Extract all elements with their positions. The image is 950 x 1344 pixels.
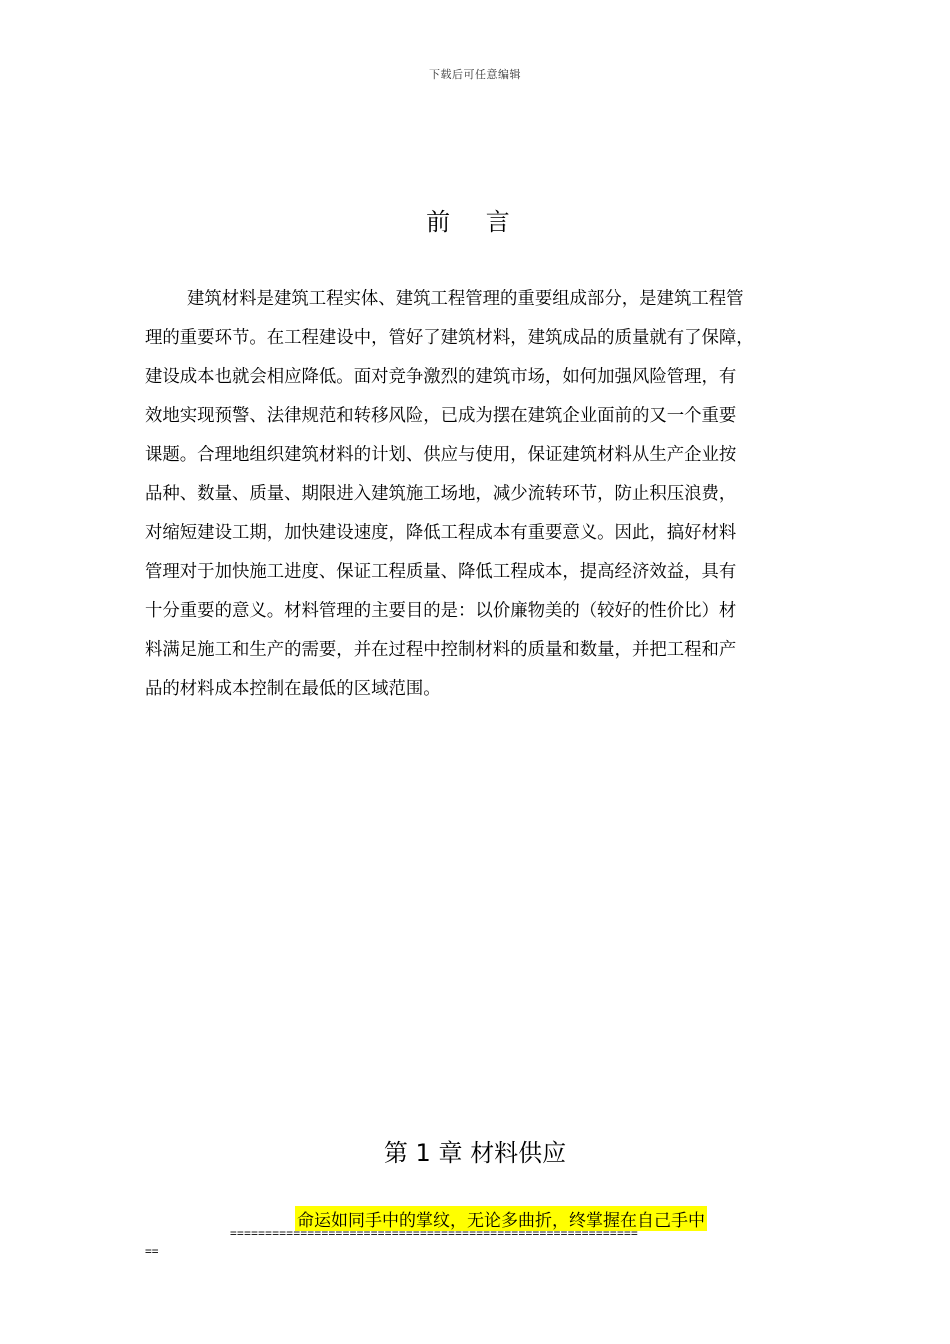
- preface-title: 前 言: [426, 208, 524, 236]
- preface-line: 品的材料成本控制在最低的区域范围。: [145, 679, 441, 699]
- page-header-note: 下载后可任意编辑: [429, 68, 521, 81]
- preface-line: 品种、数量、质量、期限进入建筑施工场地，减少流转环节，防止积压浪费，: [145, 484, 737, 504]
- preface-line: 建设成本也就会相应降低。面对竞争激烈的建筑市场，如何加强风险管理，有: [145, 367, 737, 387]
- preface-line: 课题。合理地组织建筑材料的计划、供应与使用，保证建筑材料从生产企业按: [145, 445, 737, 465]
- preface-line: 料满足施工和生产的需要，并在过程中控制材料的质量和数量，并把工程和产: [145, 640, 737, 660]
- preface-line: 效地实现预警、法律规范和转移风险，已成为摆在建筑企业面前的又一个重要: [145, 406, 737, 426]
- preface-line: 十分重要的意义。材料管理的主要目的是：以价廉物美的（较好的性价比）材: [145, 601, 737, 621]
- separator-rule-continued: ==: [145, 1245, 159, 1258]
- preface-line: 建筑材料是建筑工程实体、建筑工程管理的重要组成部分，是建筑工程管: [187, 289, 744, 309]
- chapter-title: 第 1 章 材料供应: [383, 1139, 567, 1167]
- separator-rule: ==========================================================: [230, 1227, 639, 1240]
- preface-line: 理的重要环节。在工程建设中，管好了建筑材料，建筑成品的质量就有了保障，: [145, 328, 754, 348]
- preface-line: 对缩短建设工期，加快建设速度，降低工程成本有重要意义。因此，搞好材料: [145, 523, 737, 543]
- highlighted-motto: 命运如同手中的掌纹，无论多曲折，终掌握在自己手中: [295, 1206, 707, 1231]
- preface-body: [145, 280, 805, 709]
- preface-line: 管理对于加快施工进度、保证工程质量、降低工程成本，提高经济效益，具有: [145, 562, 737, 582]
